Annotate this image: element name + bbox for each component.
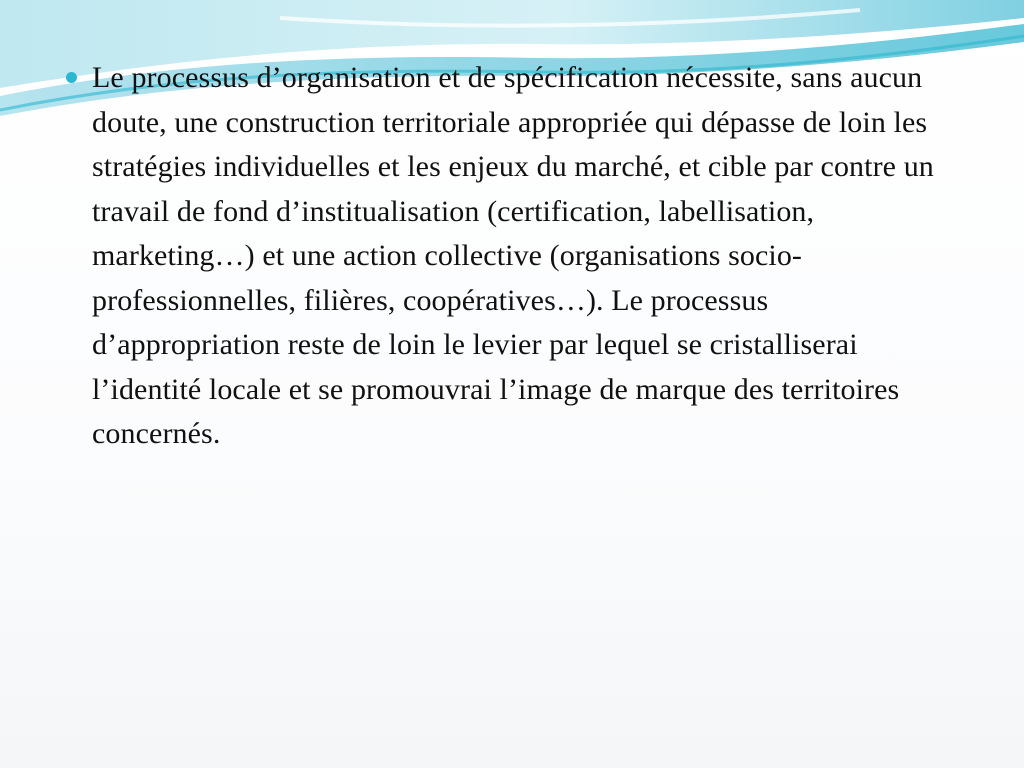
bullet-item	[62, 56, 962, 457]
slide-content	[62, 56, 962, 457]
bullet-text: Le processus d’organisation et de spécification nécessite, sans aucun doute, une construction territoriale appropriée qui dépasse de loin les stratégies individuelles et les enjeux du marché, et cible par contre un travail de fond d’institualisation (certification, labellisation, marketing…) et une action collective (organisations socio-professionnelles, filières, coopératives…). Le processus d’appropriation reste de loin le levier par lequel se cristalliserai l’identité locale et se promouvrai l’image de marque des territoires concernés.	[92, 61, 934, 450]
bullet-dot-icon	[66, 72, 77, 83]
